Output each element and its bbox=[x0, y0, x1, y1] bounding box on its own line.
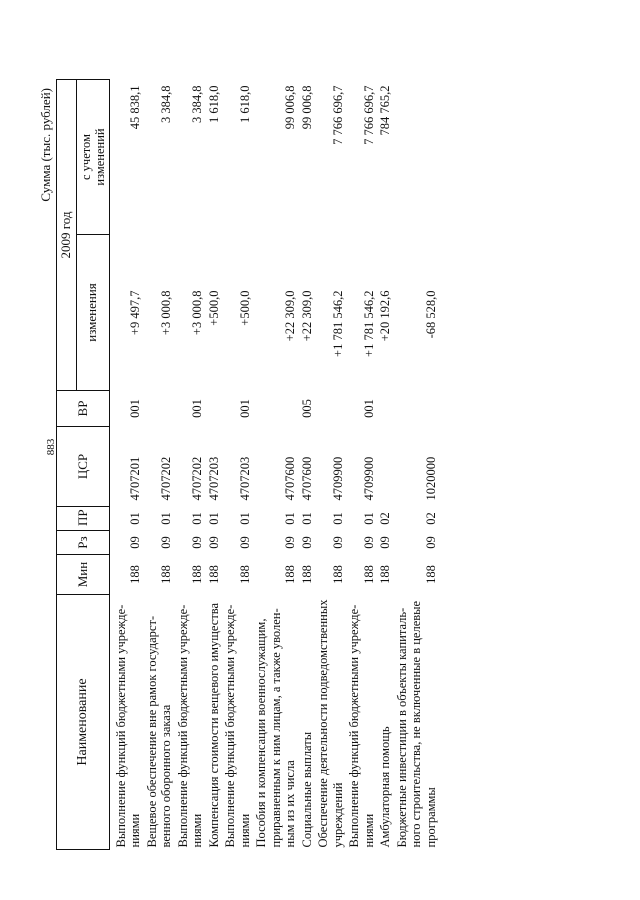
cell-total: 7 766 696,7 bbox=[330, 85, 345, 145]
cell-min: 188 bbox=[190, 565, 204, 584]
cell-pr: 01 bbox=[299, 512, 314, 525]
cell-vr: 001 bbox=[128, 399, 142, 418]
header-vr: ВР bbox=[57, 391, 110, 427]
cell-csr: 4707202 bbox=[190, 456, 204, 501]
table-row bbox=[315, 80, 346, 850]
cell-csr: 4707203 bbox=[237, 456, 252, 501]
cell-name: Бюджетные инвестиции в объекты капиталь-ного строительства, не включенные в целевые программы bbox=[394, 600, 438, 848]
page-number: 883 bbox=[45, 438, 57, 456]
cell-pr: 01 bbox=[190, 512, 204, 525]
header-year: 2009 год bbox=[57, 80, 77, 391]
table-row bbox=[377, 80, 394, 850]
cell-total: 1 618,0 bbox=[237, 85, 252, 123]
cell-pr: 01 bbox=[159, 512, 173, 525]
cell-total: 7 766 696,7 bbox=[361, 85, 376, 145]
cell-total: 1 618,0 bbox=[206, 85, 221, 123]
cell-min: 188 bbox=[283, 565, 297, 584]
table-row bbox=[222, 80, 253, 850]
header-with-changes-line1: с учетом bbox=[78, 134, 93, 180]
table-row bbox=[175, 80, 206, 850]
cell-min: 188 bbox=[330, 565, 345, 584]
cell-pr: 01 bbox=[237, 512, 252, 525]
cell-total: 45 838,1 bbox=[128, 85, 142, 130]
cell-csr: 4707203 bbox=[206, 456, 221, 501]
cell-rz: 09 bbox=[330, 536, 345, 549]
cell-pr: 02 bbox=[378, 512, 392, 525]
cell-csr: 4709900 bbox=[361, 456, 376, 501]
table-body bbox=[109, 80, 439, 850]
cell-rz: 09 bbox=[283, 536, 297, 549]
cell-total: 784 765,2 bbox=[378, 85, 392, 136]
cell-min: 188 bbox=[423, 565, 438, 584]
cell-rz: 09 bbox=[299, 536, 314, 549]
cell-pr: 02 bbox=[423, 512, 438, 525]
cell-vr: 001 bbox=[361, 399, 376, 418]
cell-pr: 01 bbox=[128, 512, 142, 525]
cell-vr bbox=[377, 391, 394, 427]
cell-name: Пособия и компенсации военнослужащим, приравненным к ним лицам, а также уволен-ным из их числа bbox=[254, 608, 297, 848]
cell-vr: 001 bbox=[190, 399, 204, 418]
cell-min: 188 bbox=[299, 565, 314, 584]
header-name: Наименование bbox=[57, 595, 110, 850]
cell-change: +3 000,8 bbox=[190, 290, 204, 336]
cell-min: 188 bbox=[159, 565, 173, 584]
budget-table-block bbox=[40, 80, 570, 850]
table-row bbox=[299, 80, 316, 850]
cell-change: +500,0 bbox=[237, 290, 252, 326]
cell-csr: 4707202 bbox=[159, 456, 173, 501]
table-caption: Сумма (тыс. рублей) bbox=[38, 88, 53, 202]
cell-change: +1 781 546,2 bbox=[330, 290, 345, 357]
cell-change: +20 192,6 bbox=[378, 290, 392, 342]
cell-vr bbox=[394, 391, 440, 427]
table-row bbox=[346, 80, 377, 850]
cell-vr bbox=[206, 391, 223, 427]
cell-change: +9 497,7 bbox=[128, 290, 142, 336]
cell-vr: 001 bbox=[237, 399, 252, 418]
cell-pr: 01 bbox=[206, 512, 221, 525]
header-csr: ЦСР bbox=[57, 427, 110, 507]
cell-rz: 09 bbox=[128, 536, 142, 549]
cell-change: +3 000,8 bbox=[159, 290, 173, 336]
cell-change: +500,0 bbox=[206, 290, 221, 326]
header-pr: ПР bbox=[57, 507, 110, 531]
cell-vr bbox=[144, 391, 175, 427]
cell-change: -68 528,0 bbox=[423, 290, 438, 339]
header-with-changes bbox=[76, 80, 109, 235]
cell-total: 3 384,8 bbox=[159, 85, 173, 123]
cell-csr bbox=[377, 427, 394, 507]
cell-pr: 01 bbox=[283, 512, 297, 525]
header-rz: Рз bbox=[57, 531, 110, 555]
header-changes: изменения bbox=[76, 235, 109, 391]
budget-table bbox=[56, 79, 439, 850]
cell-rz: 09 bbox=[361, 536, 376, 549]
cell-csr: 1020000 bbox=[423, 456, 438, 501]
cell-name: Выполнение функций бюджетными учрежде-ниями bbox=[223, 604, 252, 848]
cell-min: 188 bbox=[361, 565, 376, 584]
cell-pr: 01 bbox=[361, 512, 376, 525]
cell-name: Амбулаторная помощь bbox=[378, 726, 392, 848]
table-row bbox=[109, 80, 144, 850]
cell-rz: 09 bbox=[190, 536, 204, 549]
table-row bbox=[394, 80, 440, 850]
cell-min: 188 bbox=[378, 565, 392, 584]
cell-pr: 01 bbox=[330, 512, 345, 525]
table-row bbox=[253, 80, 299, 850]
cell-vr bbox=[253, 391, 299, 427]
table-row bbox=[206, 80, 223, 850]
cell-name: Обеспечение деятельности подведомственных учреждений bbox=[316, 599, 345, 848]
cell-name: Выполнение функций бюджетными учрежде-ниями bbox=[175, 604, 204, 848]
cell-csr: 4709900 bbox=[330, 456, 345, 501]
cell-min: 188 bbox=[237, 565, 252, 584]
cell-name: Компенсация стоимости вещевого имущества bbox=[206, 602, 221, 848]
cell-csr: 4707600 bbox=[299, 456, 314, 501]
cell-vr: 005 bbox=[299, 399, 314, 418]
cell-min: 188 bbox=[206, 565, 221, 584]
header-min: Мин bbox=[57, 555, 110, 595]
cell-total bbox=[394, 80, 440, 235]
cell-name: Социальные выплаты bbox=[299, 731, 314, 848]
cell-change: +1 781 546,2 bbox=[361, 290, 376, 357]
cell-rz: 09 bbox=[423, 536, 438, 549]
header-with-changes-line2: изменений bbox=[92, 128, 107, 186]
cell-vr bbox=[315, 391, 346, 427]
cell-total: 99 006,8 bbox=[283, 85, 297, 130]
cell-rz: 09 bbox=[237, 536, 252, 549]
cell-total: 99 006,8 bbox=[299, 85, 314, 130]
cell-rz: 09 bbox=[159, 536, 173, 549]
cell-change: +22 309,0 bbox=[299, 290, 314, 342]
cell-rz: 09 bbox=[378, 536, 392, 549]
cell-csr: 4707201 bbox=[128, 456, 142, 501]
cell-name: Вещевое обеспечение вне рамок государст-венного оборонного заказа bbox=[144, 615, 173, 848]
table-row bbox=[144, 80, 175, 850]
cell-csr: 4707600 bbox=[283, 456, 297, 501]
cell-name: Выполнение функций бюджетными учрежде-ниями bbox=[347, 604, 376, 848]
cell-min: 188 bbox=[128, 565, 142, 584]
cell-rz: 09 bbox=[206, 536, 221, 549]
cell-change: +22 309,0 bbox=[283, 290, 297, 342]
cell-total: 3 384,8 bbox=[190, 85, 204, 123]
cell-name: Выполнение функций бюджетными учрежде-ниями bbox=[113, 604, 142, 848]
